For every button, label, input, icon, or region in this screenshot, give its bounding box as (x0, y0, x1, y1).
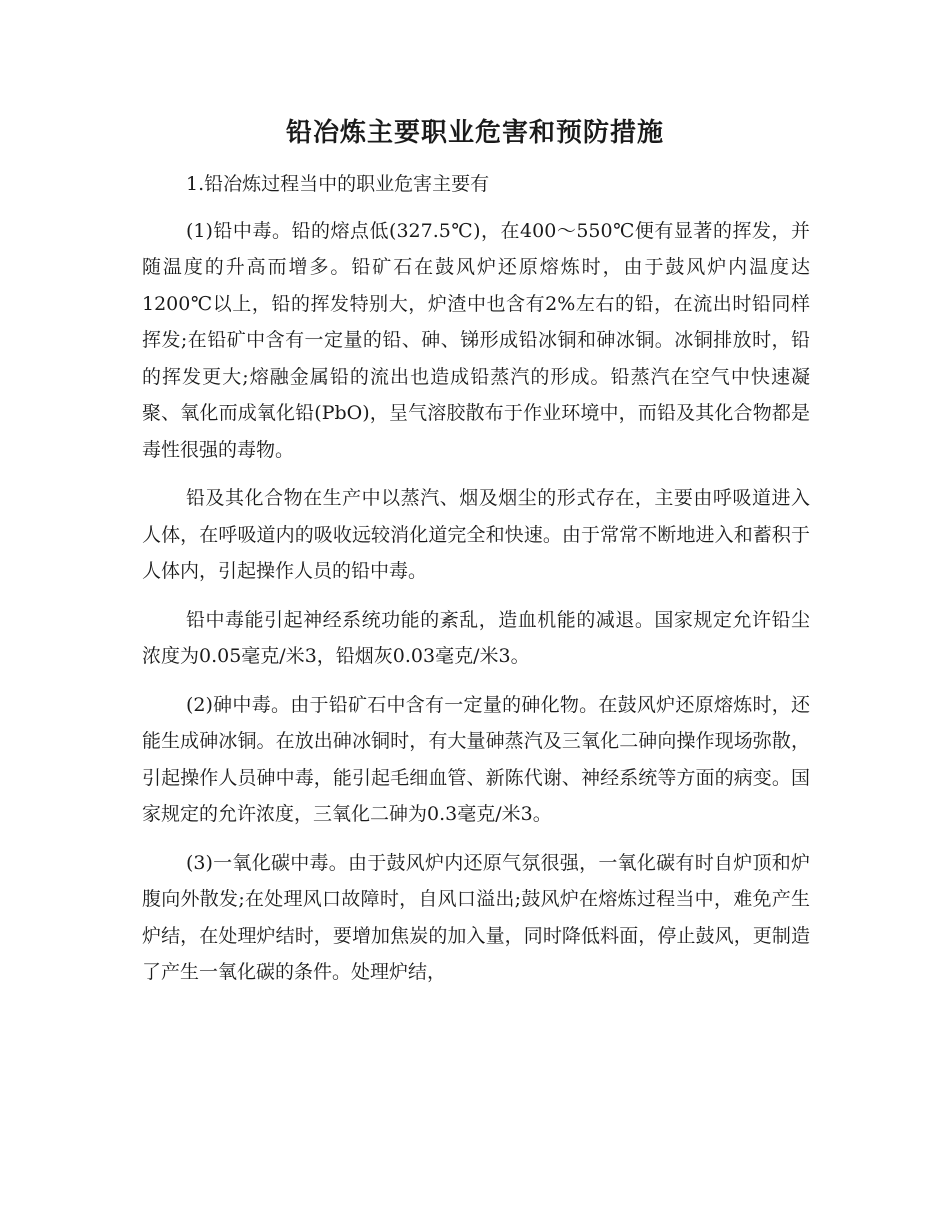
section-heading: 1.铅冶炼过程当中的职业危害主要有 (186, 173, 490, 195)
paragraph-lead-exposure: 铅及其化合物在生产中以蒸汽、烟及烟尘的形式存在，主要由呼吸道进入人体，在呼吸道内的吸收远较消化道完全和快速。由于常常不断地进入和蓄积于人体内，引起操作人员的铅中毒。 (142, 487, 810, 582)
paragraph-lead-poisoning: (1)铅中毒。铅的熔点低(327.5℃)，在400～550℃便有显著的挥发，并随温度的升高而增多。铅矿石在鼓风炉还原熔炼时，由于鼓风炉内温度达1200℃以上，铅的挥发特别大，炉渣中也含有2%左右的铅，在流出时铅同样挥发;在铅矿中含有一定量的铅、砷、锑形成铅冰铜和砷冰铜。冰铜排放时，铅的挥发更大;熔融金属铅的流出也造成铅蒸汽的形成。铅蒸汽在空气中快速凝聚、氧化而成氧化铅(PbO)，呈气溶胶散布于作业环境中，而铅及其化合物都是毒性很强的毒物。 (142, 219, 810, 461)
document-body (142, 166, 810, 991)
paragraph-co-poisoning: (3)一氧化碳中毒。由于鼓风炉内还原气氛很强，一氧化碳有时自炉顶和炉腹向外散发;在处理风口故障时，自风口溢出;鼓风炉在熔炼过程当中，难免产生炉结，在处理炉结时，要增加焦炭的加入量，同时降低料面，停止鼓风，更制造了产生一氧化碳的条件。处理炉结， (142, 851, 810, 983)
paragraph-lead-limits: 铅中毒能引起神经系统功能的紊乱，造血机能的减退。国家规定允许铅尘浓度为0.05毫克/米3，铅烟灰0.03毫克/米3。 (142, 608, 810, 667)
page-title: 铅冶炼主要职业危害和预防措施 (285, 118, 664, 148)
paragraph-arsenic-poisoning: (2)砷中毒。由于铅矿石中含有一定量的砷化物。在鼓风炉还原熔炼时，还能生成砷冰铜。在放出砷冰铜时，有大量砷蒸汽及三氧化二砷向操作现场弥散，引起操作人员砷中毒，能引起毛细血管、新陈代谢、神经系统等方面的病变。国家规定的允许浓度，三氧化二砷为0.3毫克/米3。 (142, 693, 810, 825)
